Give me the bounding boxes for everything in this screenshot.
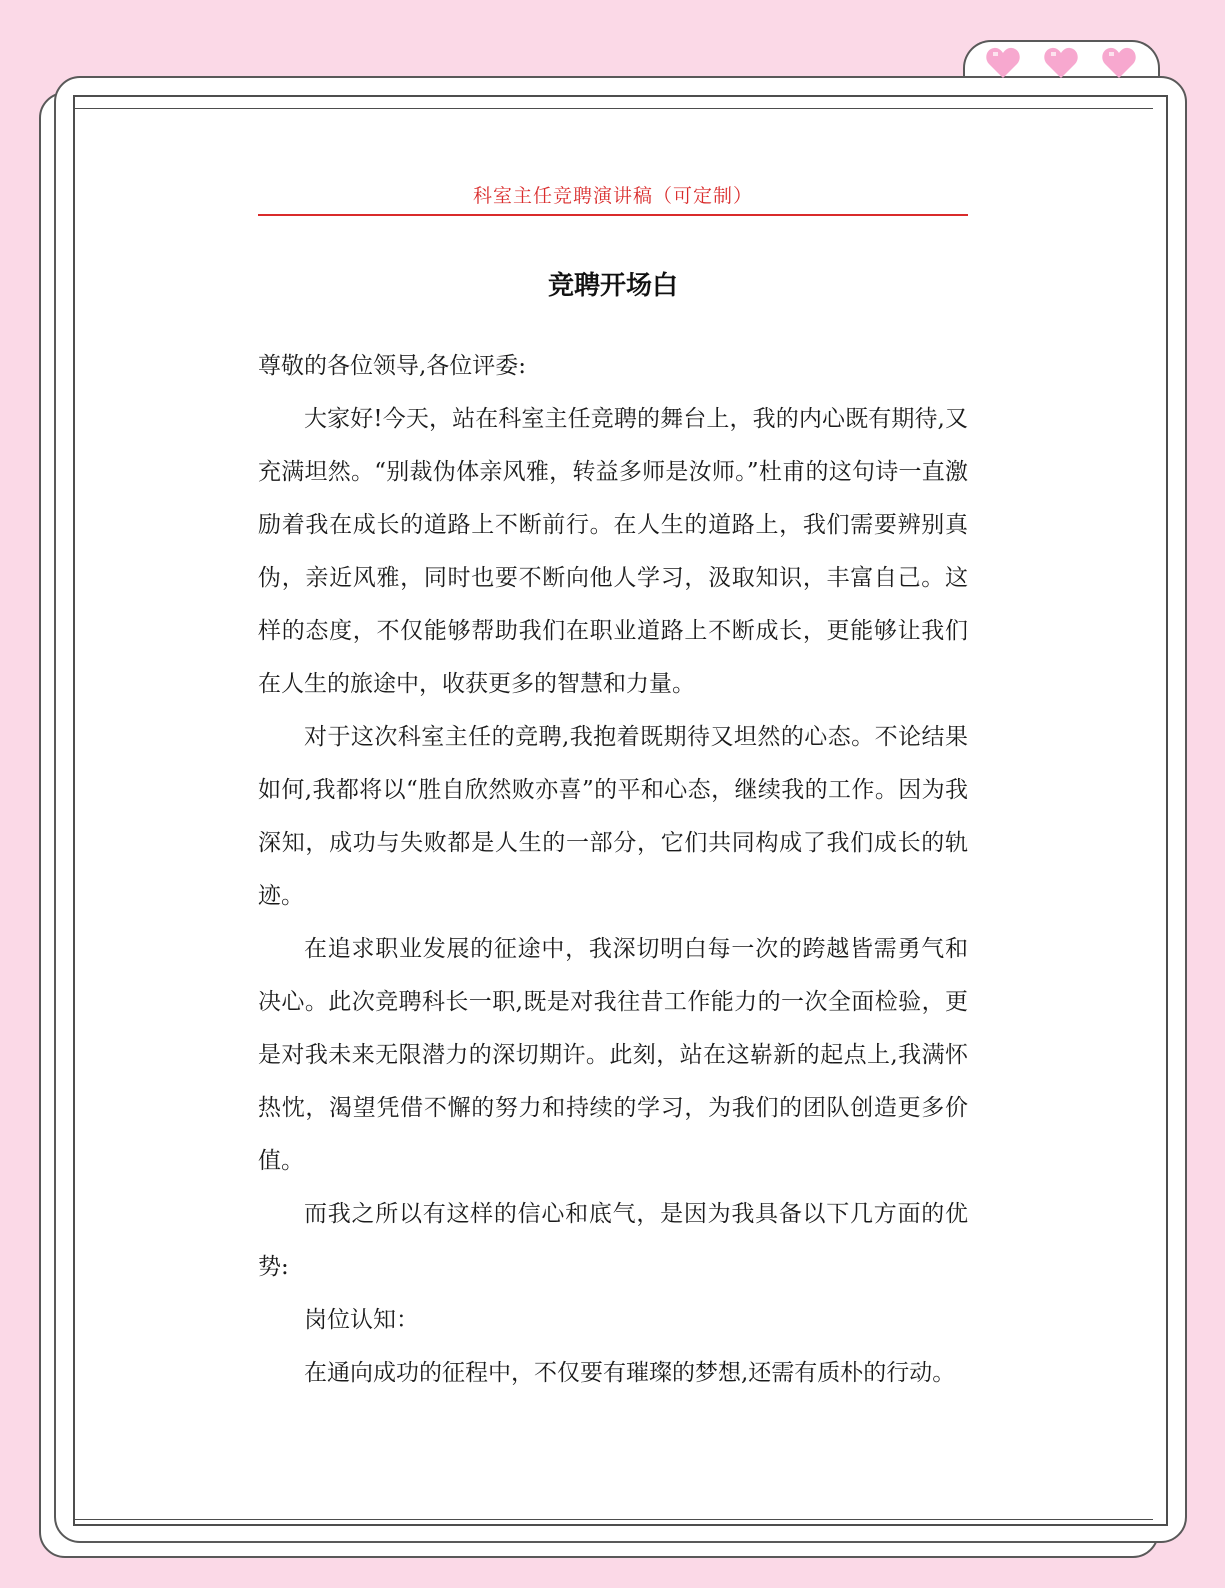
running-header: 科室主任竞聘演讲稿（可定制） (472, 185, 753, 207)
document-title: 竞聘开场白 (547, 270, 678, 301)
paragraph: 对于这次科室主任的竞聘,我抱着既期待又坦然的心态。不论结果如何,我都将以“胜自欣然败亦喜”的平和心态，继续我的工作。因为我深知，成功与失败都是人生的一部分，它们共同构成了我们成长的轨迹。 (258, 723, 968, 909)
paragraph: 而我之所以有这样的信心和底气，是因为我具备以下几方面的优势: (258, 1200, 968, 1280)
paragraph: 大家好!今天，站在科室主任竞聘的舞台上，我的内心既有期待,又充满坦然。“别裁伪体亲风雅，转益多师是汝师。”杜甫的这句诗一直激励着我在成长的道路上不断前行。在人生的道路上，我们需要辨别真伪，亲近风雅，同时也要不断向他人学习，汲取知识，丰富自己。这样的态度，不仅能够帮助我们在职业道路上不断成长，更能够让我们在人生的旅途中，收获更多的智慧和力量。 (258, 405, 968, 697)
paragraph: 在追求职业发展的征途中，我深切明白每一次的跨越皆需勇气和决心。此次竞聘科长一职,既是对我往昔工作能力的一次全面检验，更是对我未来无限潜力的深切期许。此刻，站在这崭新的起点上,我满怀热忱，渴望凭借不懈的努力和持续的学习，为我们的团队创造更多价值。 (258, 935, 968, 1174)
section-heading: 岗位认知： (304, 1306, 419, 1333)
salutation: 尊敬的各位领导,各位评委: (258, 352, 527, 379)
header-divider (258, 214, 968, 216)
paper-bottom-rule (75, 1519, 1153, 1520)
document-body (258, 180, 968, 1400)
heart-icon (1101, 46, 1137, 80)
heart-icon (985, 46, 1021, 80)
hearts-decoration (985, 46, 1145, 80)
paragraph: 在通向成功的征程中，不仅要有璀璨的梦想,还需有质朴的行动。 (304, 1359, 956, 1386)
heart-icon (1043, 46, 1079, 80)
paper-top-rule (75, 108, 1153, 109)
